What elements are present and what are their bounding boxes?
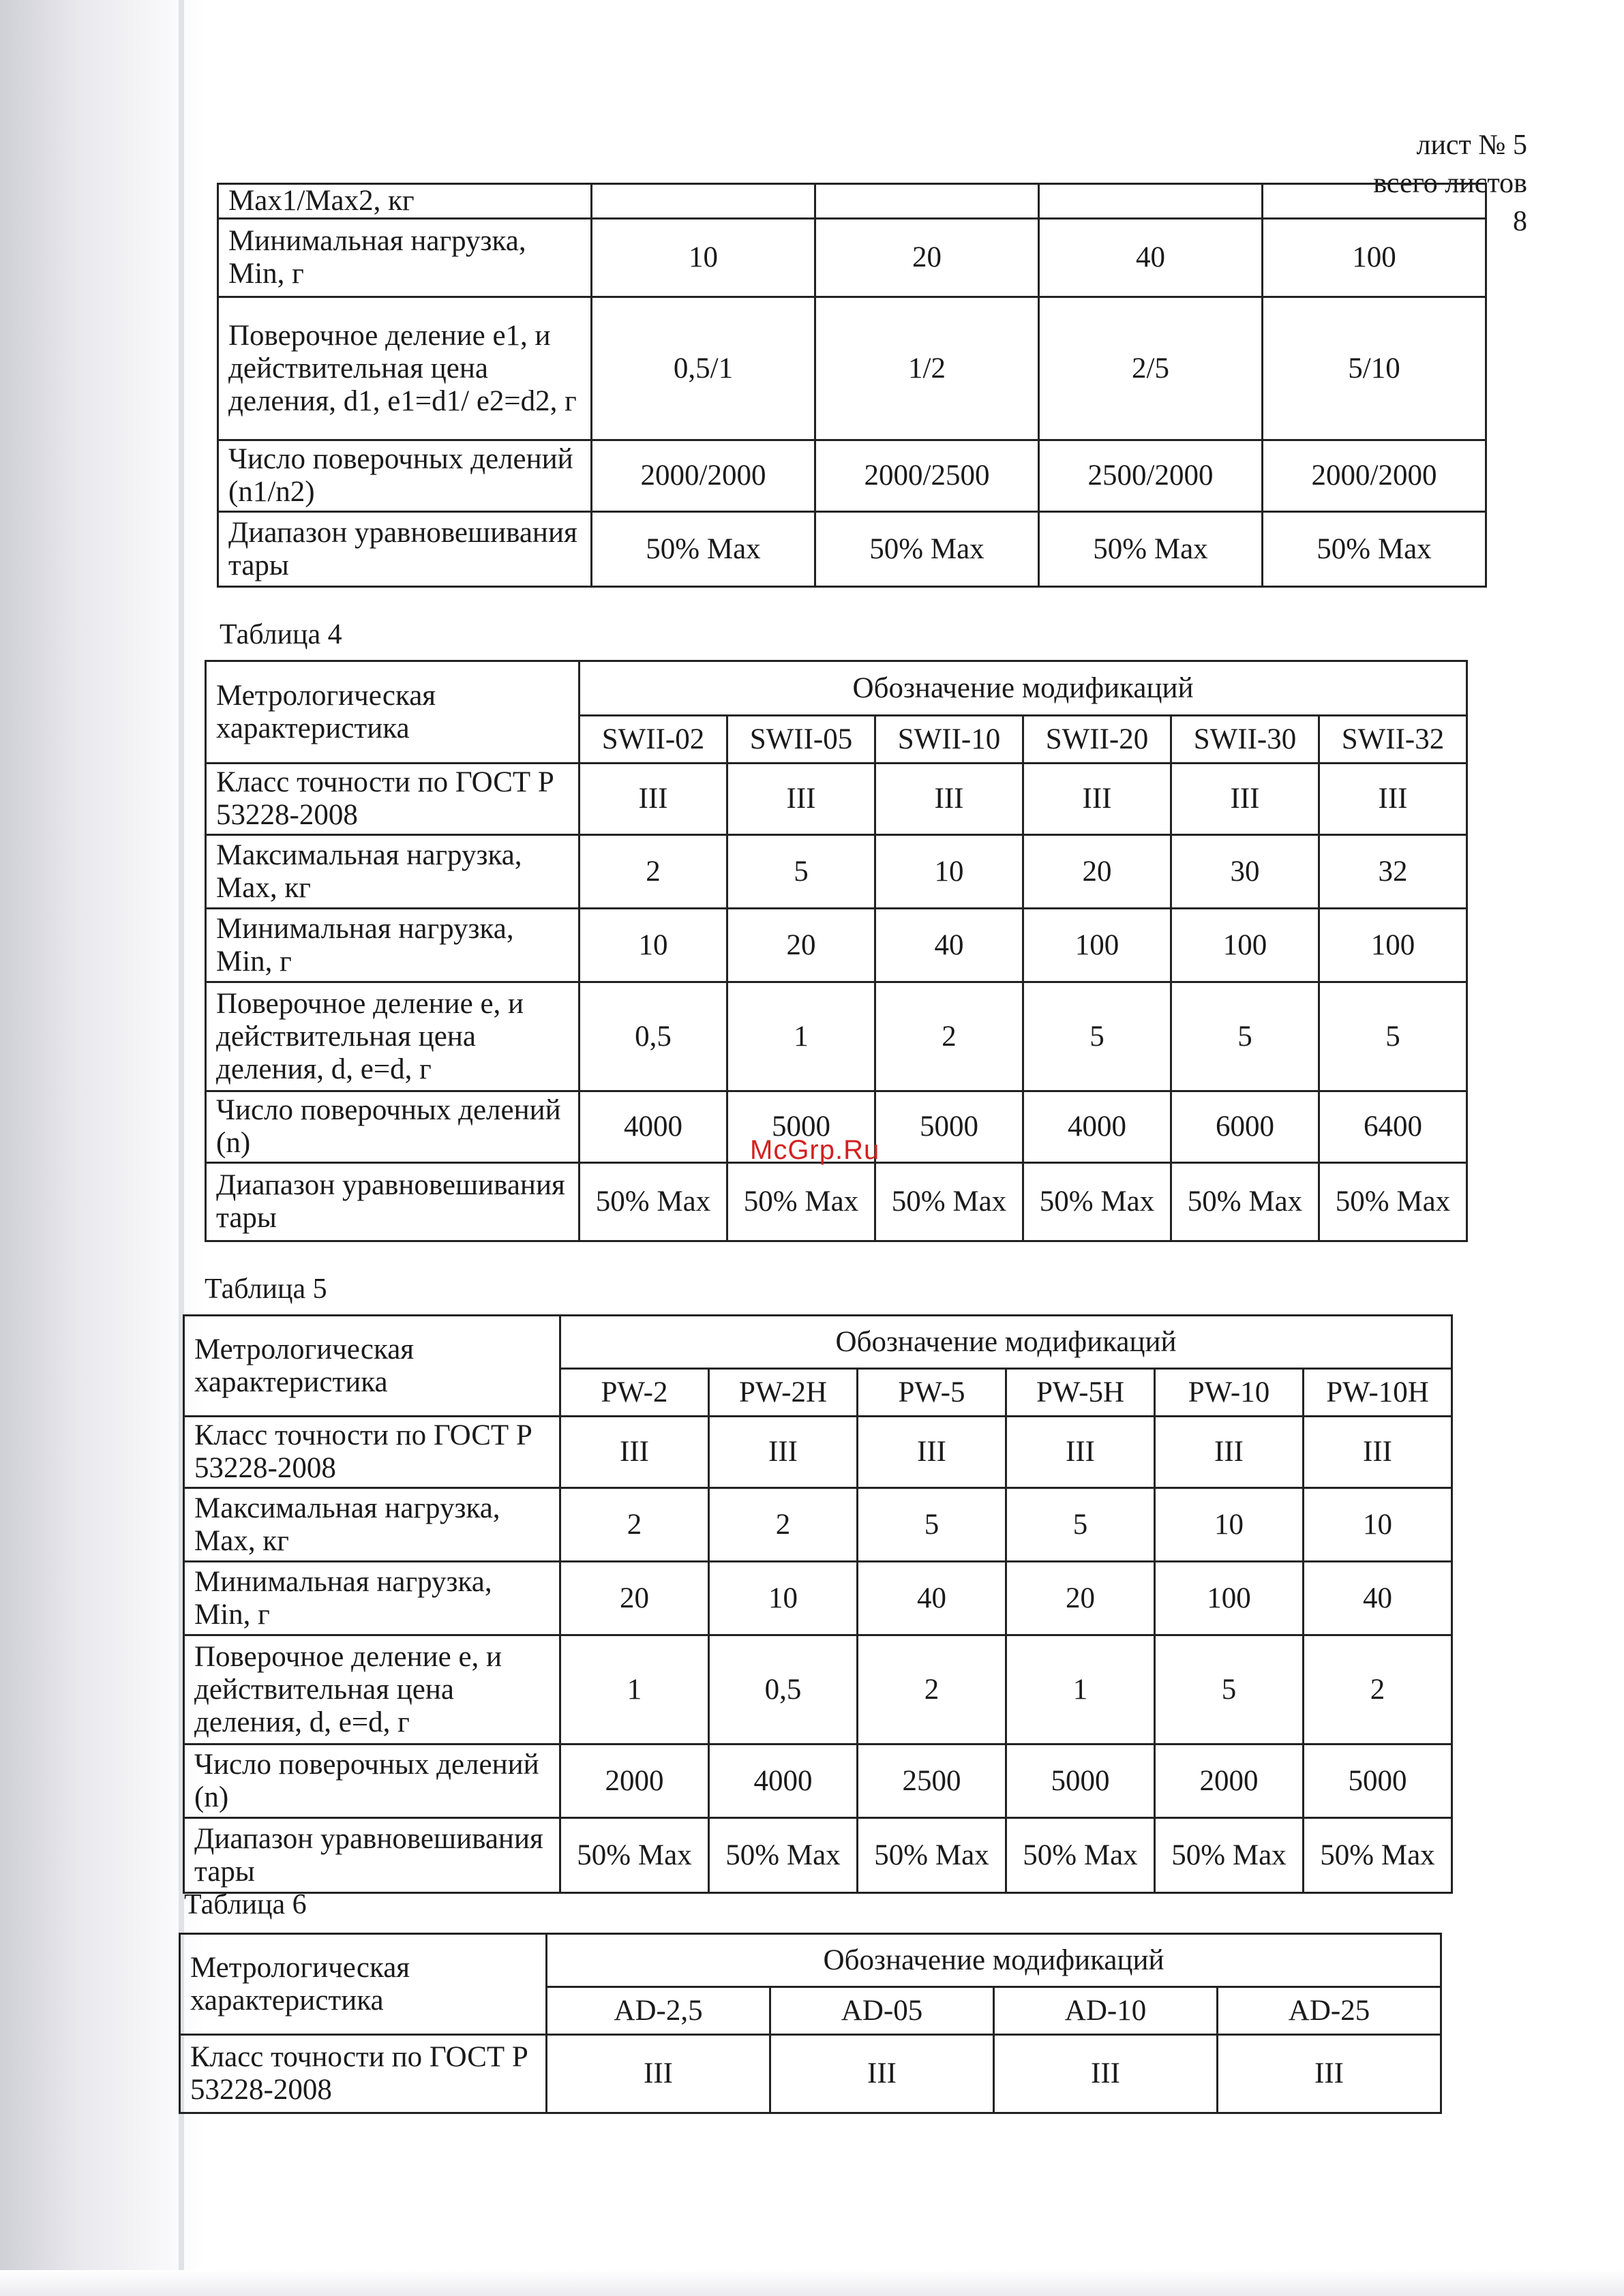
- model-header: PW-5: [858, 1369, 1006, 1417]
- table-cell: 5: [727, 835, 875, 909]
- sheet-number: лист № 5: [1416, 130, 1527, 161]
- table-row: [184, 1488, 1452, 1562]
- model-header: AD-2,5: [547, 1987, 770, 2035]
- table-cell: 20: [1006, 1562, 1155, 1635]
- table-cell: 50% Max: [709, 1818, 858, 1893]
- table-4-caption: Таблица 4: [220, 619, 342, 650]
- header-label: Метрологическая характеристика: [206, 661, 580, 764]
- table-cell: 100: [1319, 909, 1467, 982]
- table-cell: [592, 184, 815, 219]
- group-header: Обозначение модификаций: [547, 1934, 1441, 1987]
- table-cell: 4000: [580, 1091, 727, 1163]
- table-cell: 4000: [709, 1744, 858, 1818]
- table-cell: 2500/2000: [1039, 440, 1263, 512]
- table-row: [184, 1818, 1452, 1893]
- row-label: Поверочное деление e, и действительная цена деления, d, e=d, г: [206, 982, 580, 1091]
- table-cell: III: [770, 2035, 994, 2113]
- table-cell: III: [709, 1417, 858, 1488]
- table-row: [218, 219, 1486, 297]
- row-label: Класс точности по ГОСТ Р 53228-2008: [180, 2035, 547, 2113]
- table-6-caption: Таблица 6: [184, 1889, 307, 1920]
- model-header: AD-10: [994, 1987, 1218, 2035]
- table-cell: 2000: [560, 1744, 709, 1818]
- table-cell: 2: [560, 1488, 709, 1562]
- row-label: Число поверочных делений (n): [184, 1744, 560, 1818]
- table-cell: 50% Max: [1039, 512, 1263, 587]
- table-cell: 40: [1039, 219, 1263, 297]
- table-cell: 1/2: [815, 297, 1039, 440]
- table-header-row: [180, 1934, 1441, 1987]
- table-cell: 5: [1319, 982, 1467, 1091]
- table-cell: 40: [875, 909, 1023, 982]
- row-label: Класс точности по ГОСТ Р 53228-2008: [206, 764, 580, 835]
- table-3: [217, 183, 1487, 588]
- table-cell: III: [560, 1417, 709, 1488]
- table-cell: 40: [858, 1562, 1006, 1635]
- table-cell: 2000/2000: [592, 440, 815, 512]
- table-cell: 40: [1304, 1562, 1452, 1635]
- table-row: [218, 297, 1486, 440]
- row-label: Max1/Max2, кг: [218, 184, 592, 219]
- table-cell: III: [547, 2035, 770, 2113]
- table-cell: 10: [875, 835, 1023, 909]
- table-cell: 5: [858, 1488, 1006, 1562]
- watermark: McGrp.Ru: [750, 1135, 880, 1165]
- table-cell: 20: [815, 219, 1039, 297]
- table-cell: 50% Max: [815, 512, 1039, 587]
- table-row: [206, 909, 1467, 982]
- table-row: [184, 1417, 1452, 1488]
- table-cell: 32: [1319, 835, 1467, 909]
- table-cell: III: [1155, 1417, 1304, 1488]
- table-cell: 50% Max: [727, 1163, 875, 1241]
- table-row: [206, 982, 1467, 1091]
- table-cell: 50% Max: [592, 512, 815, 587]
- row-label: Диапазон уравновешивания тары: [184, 1818, 560, 1893]
- model-header: PW-10: [1155, 1369, 1304, 1417]
- row-label: Максимальная нагрузка, Max, кг: [184, 1488, 560, 1562]
- table-row: [184, 1744, 1452, 1818]
- model-header: SWII-10: [875, 716, 1023, 764]
- table-cell: 50% Max: [1304, 1818, 1452, 1893]
- table-row: [180, 2035, 1441, 2113]
- table-cell: 50% Max: [858, 1818, 1006, 1893]
- table-cell: 1: [1006, 1635, 1155, 1744]
- row-label: Поверочное деление e1, и действительная цена деления, d1, e1=d1/ e2=d2, г: [218, 297, 592, 440]
- table-cell: III: [1319, 764, 1467, 835]
- model-header: PW-2H: [709, 1369, 858, 1417]
- table-cell: 50% Max: [1171, 1163, 1319, 1241]
- table-header-row: [206, 661, 1467, 716]
- table-cell: 30: [1171, 835, 1319, 909]
- table-cell: 0,5: [709, 1635, 858, 1744]
- table-cell: 20: [727, 909, 875, 982]
- row-label: Диапазон уравновешивания тары: [206, 1163, 580, 1241]
- table-cell: 50% Max: [1155, 1818, 1304, 1893]
- table-cell: III: [727, 764, 875, 835]
- table-cell: 5: [1006, 1488, 1155, 1562]
- sheet-total: всего листов 8: [1373, 168, 1527, 237]
- row-label: Минимальная нагрузка, Min, г: [206, 909, 580, 982]
- table-cell: 50% Max: [580, 1163, 727, 1241]
- table-cell: 5000: [875, 1091, 1023, 1163]
- model-header: AD-05: [770, 1987, 994, 2035]
- table-6: [179, 1933, 1442, 2114]
- table-cell: 2: [875, 982, 1023, 1091]
- model-header: SWII-02: [580, 716, 727, 764]
- group-header: Обозначение модификаций: [560, 1316, 1452, 1369]
- table-cell: 5000: [1006, 1744, 1155, 1818]
- model-header: AD-25: [1218, 1987, 1441, 2035]
- row-label: Диапазон уравновешивания тары: [218, 512, 592, 587]
- header-label: Метрологическая характеристика: [184, 1316, 560, 1417]
- table-cell: [1263, 184, 1486, 219]
- table-cell: 20: [560, 1562, 709, 1635]
- table-row: [206, 764, 1467, 835]
- table-cell: 1: [727, 982, 875, 1091]
- table-row: [218, 184, 1486, 219]
- table-cell: III: [875, 764, 1023, 835]
- table-cell: 5: [1023, 982, 1171, 1091]
- table-cell: 100: [1023, 909, 1171, 982]
- scan-shadow-bottom: [0, 2270, 1624, 2296]
- table-row: [184, 1562, 1452, 1635]
- row-label: Минимальная нагрузка, Min, г: [184, 1562, 560, 1635]
- table-cell: III: [994, 2035, 1218, 2113]
- table-cell: 100: [1155, 1562, 1304, 1635]
- table-cell: 10: [709, 1562, 858, 1635]
- table-cell: 20: [1023, 835, 1171, 909]
- model-header: PW-5H: [1006, 1369, 1155, 1417]
- table-cell: 50% Max: [1006, 1818, 1155, 1893]
- table-cell: 50% Max: [560, 1818, 709, 1893]
- table-cell: [815, 184, 1039, 219]
- table-cell: 2000: [1155, 1744, 1304, 1818]
- table-cell: III: [1023, 764, 1171, 835]
- table-cell: 2/5: [1039, 297, 1263, 440]
- table-cell: 5/10: [1263, 297, 1486, 440]
- table-row: [206, 835, 1467, 909]
- model-header: SWII-32: [1319, 716, 1467, 764]
- table-cell: 1: [560, 1635, 709, 1744]
- header-label: Метрологическая характеристика: [180, 1934, 547, 2035]
- table-cell: 2000/2500: [815, 440, 1039, 512]
- table-cell: 2: [709, 1488, 858, 1562]
- table-cell: 2: [858, 1635, 1006, 1744]
- table-cell: 4000: [1023, 1091, 1171, 1163]
- table-cell: 5000: [727, 1091, 875, 1163]
- group-header: Обозначение модификаций: [580, 661, 1467, 716]
- table-cell: 5000: [1304, 1744, 1452, 1818]
- table-header-row: [184, 1316, 1452, 1369]
- row-label: Поверочное деление e, и действительная цена деления, d, e=d, г: [184, 1635, 560, 1744]
- row-label: Класс точности по ГОСТ Р 53228-2008: [184, 1417, 560, 1488]
- table-cell: 6400: [1319, 1091, 1467, 1163]
- table-5: [183, 1314, 1453, 1894]
- table-cell: 5: [1171, 982, 1319, 1091]
- table-cell: 10: [580, 909, 727, 982]
- table-row: [206, 1163, 1467, 1241]
- table-cell: 50% Max: [1023, 1163, 1171, 1241]
- table-cell: 2000/2000: [1263, 440, 1486, 512]
- model-header: PW-10H: [1304, 1369, 1452, 1417]
- table-cell: 0,5/1: [592, 297, 815, 440]
- table-cell: 50% Max: [1319, 1163, 1467, 1241]
- scan-shadow-left: [0, 0, 205, 2296]
- table-cell: III: [580, 764, 727, 835]
- table-row: [184, 1635, 1452, 1744]
- model-header: PW-2: [560, 1369, 709, 1417]
- table-cell: 100: [1263, 219, 1486, 297]
- table-5-caption: Таблица 5: [205, 1273, 327, 1305]
- table-cell: 10: [1155, 1488, 1304, 1562]
- table-row: [218, 440, 1486, 512]
- model-header: SWII-30: [1171, 716, 1319, 764]
- model-header: SWII-05: [727, 716, 875, 764]
- row-label: Число поверочных делений (n): [206, 1091, 580, 1163]
- table-cell: III: [1218, 2035, 1441, 2113]
- table-cell: III: [1171, 764, 1319, 835]
- table-cell: 10: [1304, 1488, 1452, 1562]
- table-cell: 10: [592, 219, 815, 297]
- table-cell: 5: [1155, 1635, 1304, 1744]
- table-cell: 2: [1304, 1635, 1452, 1744]
- model-header: SWII-20: [1023, 716, 1171, 764]
- table-row: [218, 512, 1486, 587]
- table-cell: 0,5: [580, 982, 727, 1091]
- table-cell: [1039, 184, 1263, 219]
- table-cell: 50% Max: [1263, 512, 1486, 587]
- table-cell: 50% Max: [875, 1163, 1023, 1241]
- row-label: Число поверочных делений (n1/n2): [218, 440, 592, 512]
- table-cell: 100: [1171, 909, 1319, 982]
- table-cell: III: [858, 1417, 1006, 1488]
- table-cell: 2500: [858, 1744, 1006, 1818]
- table-cell: III: [1006, 1417, 1155, 1488]
- row-label: Минимальная нагрузка, Min, г: [218, 219, 592, 297]
- table-cell: III: [1304, 1417, 1452, 1488]
- table-cell: 2: [580, 835, 727, 909]
- table-cell: 6000: [1171, 1091, 1319, 1163]
- row-label: Максимальная нагрузка, Max, кг: [206, 835, 580, 909]
